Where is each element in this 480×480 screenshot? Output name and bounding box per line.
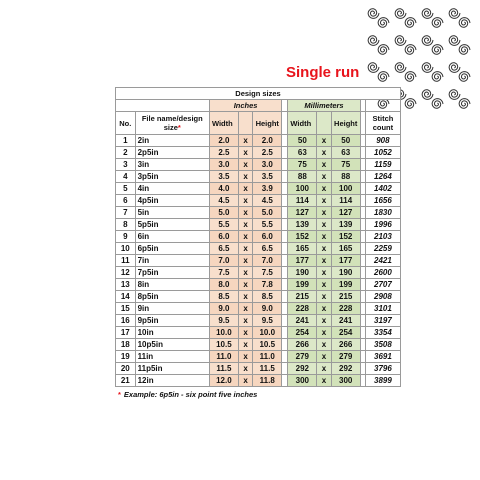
row-no: 19	[116, 351, 136, 363]
row-mm-sep: x	[317, 303, 331, 315]
table-row	[116, 279, 401, 291]
row-inch-sep: x	[238, 243, 252, 255]
row-mm-height: 50	[331, 135, 360, 147]
group-spacer	[365, 100, 400, 112]
table-row	[116, 351, 401, 363]
table-row	[116, 375, 401, 387]
row-mm-sep: x	[317, 375, 331, 387]
row-mm-sep: x	[317, 231, 331, 243]
row-mm-width: 63	[288, 147, 317, 159]
table-title: Design sizes	[116, 88, 401, 100]
row-mm-height: 228	[331, 303, 360, 315]
row-mm-width: 266	[288, 339, 317, 351]
row-mm-width: 88	[288, 171, 317, 183]
row-inch-sep: x	[238, 231, 252, 243]
header-mm-width: Width	[288, 112, 317, 135]
row-inch-width: 2.5	[209, 147, 238, 159]
row-no: 4	[116, 171, 136, 183]
row-inch-width: 11.5	[209, 363, 238, 375]
row-inch-sep: x	[238, 147, 252, 159]
row-inch-sep: x	[238, 183, 252, 195]
footnote	[118, 390, 257, 399]
row-mm-width: 199	[288, 279, 317, 291]
row-file-name: 2in	[135, 135, 209, 147]
header-mm-height: Height	[331, 112, 360, 135]
row-file-name: 8p5in	[135, 291, 209, 303]
row-file-name: 4in	[135, 183, 209, 195]
row-inch-width: 9.5	[209, 315, 238, 327]
table-row	[116, 207, 401, 219]
row-inch-width: 8.5	[209, 291, 238, 303]
row-inch-height: 5.5	[253, 219, 282, 231]
row-inch-width: 8.0	[209, 279, 238, 291]
row-mm-width: 100	[288, 183, 317, 195]
table-row	[116, 327, 401, 339]
header-file-name-text: File name/design size	[141, 114, 203, 132]
row-inch-sep: x	[238, 315, 252, 327]
row-mm-sep: x	[317, 339, 331, 351]
row-stitch-count: 1656	[365, 195, 400, 207]
row-stitch-count: 3508	[365, 339, 400, 351]
row-inch-sep: x	[238, 291, 252, 303]
row-mm-height: 215	[331, 291, 360, 303]
row-inch-height: 9.0	[253, 303, 282, 315]
row-stitch-count: 1996	[365, 219, 400, 231]
row-stitch-count: 2259	[365, 243, 400, 255]
header-file-name-star: *	[177, 123, 181, 132]
header-mm-sep	[317, 112, 331, 135]
row-no: 18	[116, 339, 136, 351]
row-inch-height: 8.5	[253, 291, 282, 303]
row-file-name: 9in	[135, 303, 209, 315]
row-mm-width: 254	[288, 327, 317, 339]
row-mm-sep: x	[317, 147, 331, 159]
row-mm-height: 139	[331, 219, 360, 231]
row-no: 15	[116, 303, 136, 315]
row-inch-height: 7.0	[253, 255, 282, 267]
row-mm-width: 190	[288, 267, 317, 279]
row-mm-height: 190	[331, 267, 360, 279]
row-stitch-count: 908	[365, 135, 400, 147]
row-mm-height: 165	[331, 243, 360, 255]
row-file-name: 10p5in	[135, 339, 209, 351]
table-row	[116, 291, 401, 303]
row-stitch-count: 3197	[365, 315, 400, 327]
table-row	[116, 339, 401, 351]
row-inch-width: 11.0	[209, 351, 238, 363]
row-inch-sep: x	[238, 303, 252, 315]
footnote-text: Example: 6p5in - six point five inches	[123, 390, 258, 399]
header-stitch-count: Stitch count	[365, 112, 400, 135]
row-mm-width: 114	[288, 195, 317, 207]
row-mm-sep: x	[317, 171, 331, 183]
row-no: 14	[116, 291, 136, 303]
table-row	[116, 303, 401, 315]
table-row	[116, 171, 401, 183]
row-inch-sep: x	[238, 135, 252, 147]
row-mm-width: 292	[288, 363, 317, 375]
row-inch-sep: x	[238, 219, 252, 231]
row-mm-height: 63	[331, 147, 360, 159]
row-mm-width: 241	[288, 315, 317, 327]
footnote-star: *	[118, 390, 121, 399]
row-inch-sep: x	[238, 375, 252, 387]
row-no: 17	[116, 327, 136, 339]
row-inch-height: 10.5	[253, 339, 282, 351]
row-mm-sep: x	[317, 291, 331, 303]
row-no: 13	[116, 279, 136, 291]
row-mm-height: 114	[331, 195, 360, 207]
row-inch-height: 3.0	[253, 159, 282, 171]
row-inch-sep: x	[238, 363, 252, 375]
group-inches: Inches	[209, 100, 281, 112]
row-inch-height: 11.0	[253, 351, 282, 363]
table-row	[116, 219, 401, 231]
table-row	[116, 267, 401, 279]
table-row	[116, 135, 401, 147]
row-inch-height: 3.5	[253, 171, 282, 183]
row-inch-sep: x	[238, 279, 252, 291]
row-mm-sep: x	[317, 243, 331, 255]
row-file-name: 6p5in	[135, 243, 209, 255]
row-mm-height: 100	[331, 183, 360, 195]
row-mm-height: 88	[331, 171, 360, 183]
row-stitch-count: 2421	[365, 255, 400, 267]
row-stitch-count: 1159	[365, 159, 400, 171]
row-mm-sep: x	[317, 135, 331, 147]
row-inch-width: 7.5	[209, 267, 238, 279]
row-mm-width: 177	[288, 255, 317, 267]
row-mm-sep: x	[317, 267, 331, 279]
row-mm-sep: x	[317, 279, 331, 291]
row-inch-height: 4.5	[253, 195, 282, 207]
table-row	[116, 363, 401, 375]
row-inch-sep: x	[238, 339, 252, 351]
row-stitch-count: 1052	[365, 147, 400, 159]
row-file-name: 12in	[135, 375, 209, 387]
row-inch-width: 10.0	[209, 327, 238, 339]
row-stitch-count: 2908	[365, 291, 400, 303]
header-inch-width: Width	[209, 112, 238, 135]
row-mm-width: 152	[288, 231, 317, 243]
row-no: 3	[116, 159, 136, 171]
row-no: 11	[116, 255, 136, 267]
page-heading: Single run	[286, 64, 360, 81]
row-inch-height: 11.5	[253, 363, 282, 375]
row-mm-width: 75	[288, 159, 317, 171]
row-stitch-count: 3354	[365, 327, 400, 339]
table-row	[116, 147, 401, 159]
row-no: 5	[116, 183, 136, 195]
row-mm-height: 266	[331, 339, 360, 351]
row-inch-sep: x	[238, 207, 252, 219]
row-mm-height: 279	[331, 351, 360, 363]
row-mm-width: 228	[288, 303, 317, 315]
row-mm-width: 300	[288, 375, 317, 387]
row-no: 6	[116, 195, 136, 207]
row-no: 12	[116, 267, 136, 279]
row-inch-width: 9.0	[209, 303, 238, 315]
row-mm-sep: x	[317, 195, 331, 207]
row-no: 20	[116, 363, 136, 375]
row-inch-width: 4.5	[209, 195, 238, 207]
row-inch-sep: x	[238, 255, 252, 267]
row-mm-height: 254	[331, 327, 360, 339]
row-file-name: 6in	[135, 231, 209, 243]
row-stitch-count: 3796	[365, 363, 400, 375]
row-file-name: 11p5in	[135, 363, 209, 375]
row-stitch-count: 2600	[365, 267, 400, 279]
row-mm-sep: x	[317, 207, 331, 219]
row-no: 9	[116, 231, 136, 243]
row-file-name: 4p5in	[135, 195, 209, 207]
row-inch-height: 6.5	[253, 243, 282, 255]
row-mm-sep: x	[317, 255, 331, 267]
row-file-name: 9p5in	[135, 315, 209, 327]
row-inch-height: 11.8	[253, 375, 282, 387]
row-stitch-count: 2103	[365, 231, 400, 243]
design-sizes-table	[115, 87, 401, 387]
header-no: No.	[116, 112, 136, 135]
row-mm-sep: x	[317, 183, 331, 195]
row-file-name: 3in	[135, 159, 209, 171]
row-mm-sep: x	[317, 327, 331, 339]
row-mm-sep: x	[317, 363, 331, 375]
group-millimeters: Millimeters	[288, 100, 360, 112]
row-stitch-count: 3691	[365, 351, 400, 363]
row-inch-height: 9.5	[253, 315, 282, 327]
row-inch-height: 3.9	[253, 183, 282, 195]
row-inch-height: 10.0	[253, 327, 282, 339]
row-inch-width: 6.5	[209, 243, 238, 255]
table-row	[116, 243, 401, 255]
row-no: 16	[116, 315, 136, 327]
row-file-name: 5p5in	[135, 219, 209, 231]
table-row	[116, 183, 401, 195]
row-mm-height: 177	[331, 255, 360, 267]
row-no: 7	[116, 207, 136, 219]
header-inch-height: Height	[253, 112, 282, 135]
table-row	[116, 231, 401, 243]
row-mm-width: 165	[288, 243, 317, 255]
row-file-name: 3p5in	[135, 171, 209, 183]
row-inch-width: 10.5	[209, 339, 238, 351]
row-inch-width: 12.0	[209, 375, 238, 387]
row-mm-height: 152	[331, 231, 360, 243]
row-no: 8	[116, 219, 136, 231]
row-mm-width: 50	[288, 135, 317, 147]
row-inch-sep: x	[238, 195, 252, 207]
row-stitch-count: 3101	[365, 303, 400, 315]
row-file-name: 8in	[135, 279, 209, 291]
row-file-name: 5in	[135, 207, 209, 219]
row-stitch-count: 1830	[365, 207, 400, 219]
row-mm-sep: x	[317, 159, 331, 171]
row-inch-sep: x	[238, 159, 252, 171]
header-file-name	[135, 112, 209, 135]
row-mm-height: 199	[331, 279, 360, 291]
row-inch-height: 2.0	[253, 135, 282, 147]
row-mm-height: 300	[331, 375, 360, 387]
row-stitch-count: 3899	[365, 375, 400, 387]
row-mm-height: 75	[331, 159, 360, 171]
row-inch-width: 4.0	[209, 183, 238, 195]
table-row	[116, 315, 401, 327]
table-row	[116, 159, 401, 171]
row-inch-width: 3.5	[209, 171, 238, 183]
row-stitch-count: 1402	[365, 183, 400, 195]
row-mm-sep: x	[317, 351, 331, 363]
row-file-name: 11in	[135, 351, 209, 363]
row-inch-sep: x	[238, 327, 252, 339]
row-inch-width: 3.0	[209, 159, 238, 171]
row-mm-sep: x	[317, 219, 331, 231]
row-mm-height: 241	[331, 315, 360, 327]
row-mm-height: 292	[331, 363, 360, 375]
row-file-name: 10in	[135, 327, 209, 339]
row-inch-height: 6.0	[253, 231, 282, 243]
row-file-name: 7in	[135, 255, 209, 267]
row-inch-width: 7.0	[209, 255, 238, 267]
row-file-name: 7p5in	[135, 267, 209, 279]
row-no: 1	[116, 135, 136, 147]
row-no: 21	[116, 375, 136, 387]
row-inch-sep: x	[238, 171, 252, 183]
row-inch-width: 2.0	[209, 135, 238, 147]
row-mm-sep: x	[317, 315, 331, 327]
row-inch-height: 2.5	[253, 147, 282, 159]
row-inch-width: 5.0	[209, 207, 238, 219]
row-inch-height: 5.0	[253, 207, 282, 219]
row-inch-height: 7.5	[253, 267, 282, 279]
row-mm-width: 279	[288, 351, 317, 363]
table-row	[116, 195, 401, 207]
row-inch-width: 5.5	[209, 219, 238, 231]
row-stitch-count: 1264	[365, 171, 400, 183]
row-mm-width: 139	[288, 219, 317, 231]
row-mm-width: 127	[288, 207, 317, 219]
group-spacer	[116, 100, 210, 112]
row-inch-width: 6.0	[209, 231, 238, 243]
row-inch-sep: x	[238, 267, 252, 279]
row-file-name: 2p5in	[135, 147, 209, 159]
row-inch-sep: x	[238, 351, 252, 363]
row-no: 10	[116, 243, 136, 255]
row-no: 2	[116, 147, 136, 159]
row-inch-height: 7.8	[253, 279, 282, 291]
row-mm-width: 215	[288, 291, 317, 303]
row-stitch-count: 2707	[365, 279, 400, 291]
row-mm-height: 127	[331, 207, 360, 219]
table-row	[116, 255, 401, 267]
header-inch-sep	[238, 112, 252, 135]
